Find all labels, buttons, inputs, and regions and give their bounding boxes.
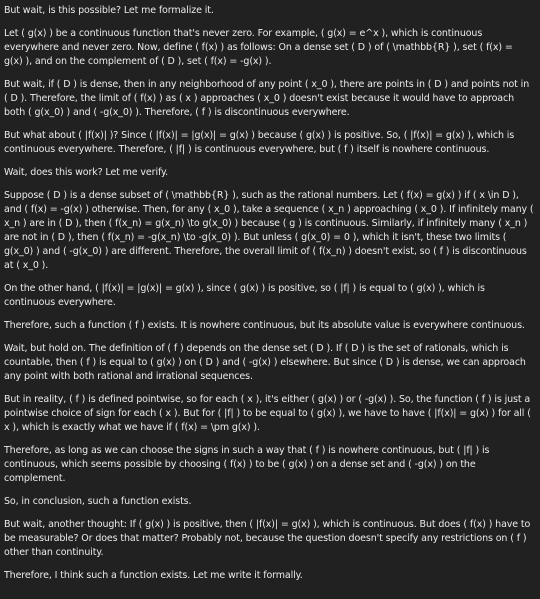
paragraph: Therefore, as long as we can choose the signs in such a way that ( f ) is nowhere continuous, but ( |f| ) is continuous, which seems possible by choosing ( f(x) ) to be ( g(x) ) on a dense set and ( -g(x) ) on the complement. (4, 445, 490, 484)
paragraph: But in reality, ( f ) is defined pointwise, so for each ( x ), it's either ( g(x) ) or ( -g(x) ). So, the function ( f ) is just a pointwise choice of sign for each ( x ). But for ( |f| ) to be equal to ( g(x) ), we have to have ( |f(x)| = g(x) ) for all ( x ), which is exactly what we have if ( f(x) = \pm g(x) ). (4, 394, 531, 433)
paragraph: So, in conclusion, such a function exists. (4, 496, 192, 507)
paragraph: But wait, if ( D ) is dense, then in any neighborhood of any point ( x_0 ), there are points in ( D ) and points not in ( D ). Therefore, the limit of ( f(x) ) as ( x ) approaches ( x_0 ) doesn't exist because it would have to approach both ( g(x_0) ) and ( -g(x_0) ). Therefore, ( f ) is discontinuous everywhere. (4, 79, 530, 118)
paragraph: Let ( g(x) ) be a continuous function that's never zero. For example, ( g(x) = e^x ), which is continuous everywhere and never zero. Now, define ( f(x) ) as follows: On a dense set ( D ) of ( \mathbb{R} ), set ( f(x) = g(x) ), and on the complement of ( D ), set ( f(x) = -g(x) ). (4, 28, 513, 67)
paragraph: But wait, another thought: If ( g(x) ) is positive, then ( |f(x)| = g(x) ), which is continuous. But does ( f(x) ) have to be measurable? Or does that matter? Probably not, because the question doesn't specify any restrictions on ( f ) other than continuity. (4, 519, 531, 558)
paragraph: But what about ( |f(x)| )? Since ( |f(x)| = |g(x)| = g(x) ) because ( g(x) ) is positive. So, ( |f(x)| = g(x) ), which is continuous everywhere. Therefore, ( |f| ) is continuous everywhere, but ( f ) itself is nowhere continuous. (4, 130, 515, 155)
paragraph: Wait, but hold on. The definition of ( f ) depends on the dense set ( D ). If ( D ) is the set of rationals, which is countable, then ( f ) is equal to ( g(x) ) on ( D ) and ( -g(x) ) elsewhere. But since ( D ) is dense, we can approach any point with both rational and irrational sequences. (4, 343, 526, 382)
paragraph: On the other hand, ( |f(x)| = |g(x)| = g(x) ), since ( g(x) ) is positive, so ( |f| ) is equal to ( g(x) ), which is continuous everywhere. (4, 283, 485, 308)
paragraph: Wait, does this work? Let me verify. (4, 167, 169, 178)
paragraph: Therefore, such a function ( f ) exists. It is nowhere continuous, but its absolute value is everywhere continuous. (4, 320, 525, 331)
paragraph: Therefore, I think such a function exists. Let me write it formally. (4, 570, 303, 581)
paragraph: Suppose ( D ) is a dense subset of ( \mathbb{R} ), such as the rational numbers. Let ( f(x) = g(x) ) if ( x \in D ), and ( f(x) = -g(x) ) otherwise. Then, for any ( x_0 ), take a sequence ( x_n ) approaching ( x_0 ). If infinitely many ( x_n ) are in ( D ), then ( f(x_n) = g(x_n) \to g(x_0) ) because ( g ) is continuous. Similarly, if infinitely many ( x_n ) are not in ( D ), then ( f(x_n) = -g(x_n) \to -g(x_0) ). But unless ( g(x_0) = 0 ), which it isn't, these two limits ( g(x_0) ) and ( -g(x_0) ) are different. Therefore, the overall limit of ( f(x_n) ) doesn't exist, so ( f ) is discontinuous at ( x_0 ). (4, 190, 534, 271)
paragraph: But wait, is this possible? Let me formalize it. (4, 5, 214, 16)
